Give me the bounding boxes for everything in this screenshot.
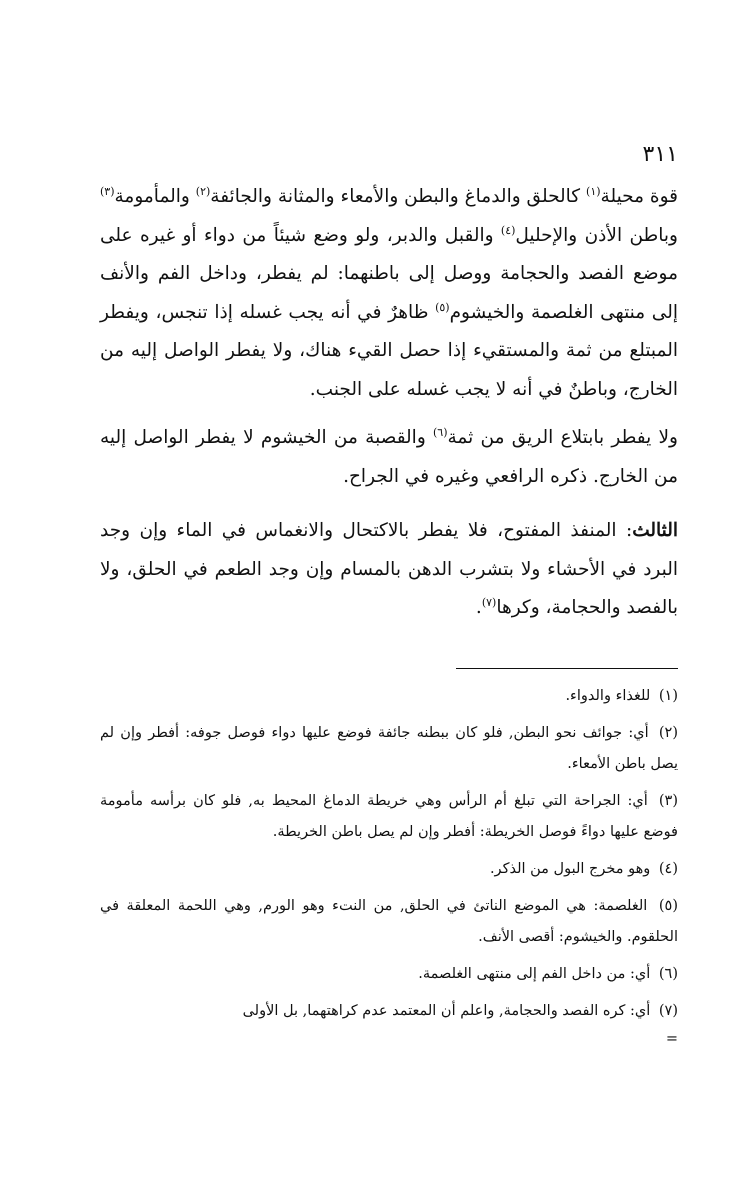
footnote-3 bbox=[100, 786, 678, 848]
footnote-number: (٢) bbox=[658, 724, 679, 741]
text-run: : المنفذ المفتوح، فلا يفطر بالاكتحال والانغماس في الماء وإن وجد البرد في الأحشاء ولا بتشرب الدهن بالمسام وإن وجد الطعم في الحلق، ولا بالفصد والحجامة، وكرها bbox=[100, 520, 678, 618]
footnote-text: وهو مخرج البول من الذكر. bbox=[489, 860, 651, 877]
footnote-ref-1[interactable]: (١) bbox=[586, 184, 601, 198]
footnote-number: (١) bbox=[658, 687, 678, 704]
text-run: قوة محيلة bbox=[600, 186, 679, 207]
text-run: ظاهرٌ في أنه يجب غسله إذا تنجس، ويفطر المبتلع من ثمة والمستقيء إذا حصل القيء هناك، ولا يفطر الواصل إليه من الخارج، وباطنٌ في أنه لا يجب غسله على الجنب. bbox=[100, 301, 678, 400]
footnote-2 bbox=[100, 718, 678, 780]
main-text bbox=[100, 178, 678, 628]
paragraph-3 bbox=[100, 512, 678, 628]
text-run: . bbox=[475, 597, 482, 618]
footnote-6 bbox=[100, 959, 678, 990]
paragraph-2 bbox=[100, 419, 678, 496]
footnote-number: (٧) bbox=[658, 1002, 678, 1019]
footnote-text: للغذاء والدواء. bbox=[565, 687, 651, 704]
text-run: وباطن الأذن والإحليل bbox=[515, 224, 678, 246]
footnote-ref-3[interactable]: (٣) bbox=[100, 184, 115, 198]
text-run: ولا يفطر بابتلاع الريق من ثمة bbox=[447, 427, 678, 448]
footnote-ref-2[interactable]: (٢) bbox=[195, 184, 211, 198]
footnote-number: (٦) bbox=[658, 965, 678, 982]
footnote-ref-6[interactable]: (٦) bbox=[433, 425, 448, 439]
footnote-text: الغلصمة: هي الموضع الناتئ في الحلق, من النتء وهو الورم, وهي اللحمة المعلقة في الحلقوم. والخيشوم: أقصى الأنف. bbox=[100, 897, 678, 945]
footnote-text: أي: جوائف نحو البطن, فلو كان ببطنه جائفة فوضع عليها دواء فوصل جوفه: أفطر وإن لم يصل باطن الأمعاء. bbox=[100, 724, 678, 772]
paragraph-lead-word: الثالث bbox=[632, 520, 678, 541]
footnote-text: أي: الجراحة التي تبلغ أم الرأس وهي خريطة الدماغ المحيط به, فلو كان برأسه مأمومة فوضع عليها دواءً فوصل الخريطة: أفطر وإن لم يصل باطن الخريطة. bbox=[100, 792, 678, 840]
footnote-1 bbox=[100, 681, 678, 712]
text-run: والقبل والدبر، ولو وضع شيئاً من دواء أو غيره على موضع الفصد والحجامة ووصل إلى باطنهما: لم يفطر، وداخل الفم والأنف إلى منتهى الغلصمة والخيشوم bbox=[100, 224, 679, 323]
footnote-text: أي: كره الفصد والحجامة, واعلم أن المعتمد عدم كراهتهما, بل الأولى bbox=[242, 1002, 651, 1019]
footnote-number: (٣) bbox=[658, 792, 679, 809]
footnote-text: أي: من داخل الفم إلى منتهى الغلصمة. bbox=[418, 965, 651, 982]
footnote-4 bbox=[100, 854, 678, 885]
footnote-ref-4[interactable]: (٤) bbox=[500, 223, 516, 237]
text-run: كالحلق والدماغ والبطن والأمعاء والمثانة والجائفة bbox=[210, 186, 587, 207]
footnote-number: (٤) bbox=[658, 860, 678, 877]
continuation-mark: = bbox=[665, 1030, 678, 1047]
footnote-5 bbox=[100, 891, 678, 953]
page-number: ٣١١ bbox=[642, 142, 678, 167]
text-run: والمأمومة bbox=[114, 186, 196, 207]
footnotes bbox=[100, 681, 678, 1049]
footnote-number: (٥) bbox=[658, 897, 678, 914]
footnote-7 bbox=[100, 996, 678, 1027]
footnote-ref-5[interactable]: (٥) bbox=[435, 300, 450, 314]
footnote-divider bbox=[456, 668, 678, 669]
paragraph-1 bbox=[100, 178, 678, 409]
footnote-ref-7[interactable]: (٧) bbox=[481, 595, 497, 609]
text-run: والقصبة من الخيشوم لا يفطر الواصل إليه من الخارج. ذكره الرافعي وغيره في الجراح. bbox=[100, 427, 678, 487]
